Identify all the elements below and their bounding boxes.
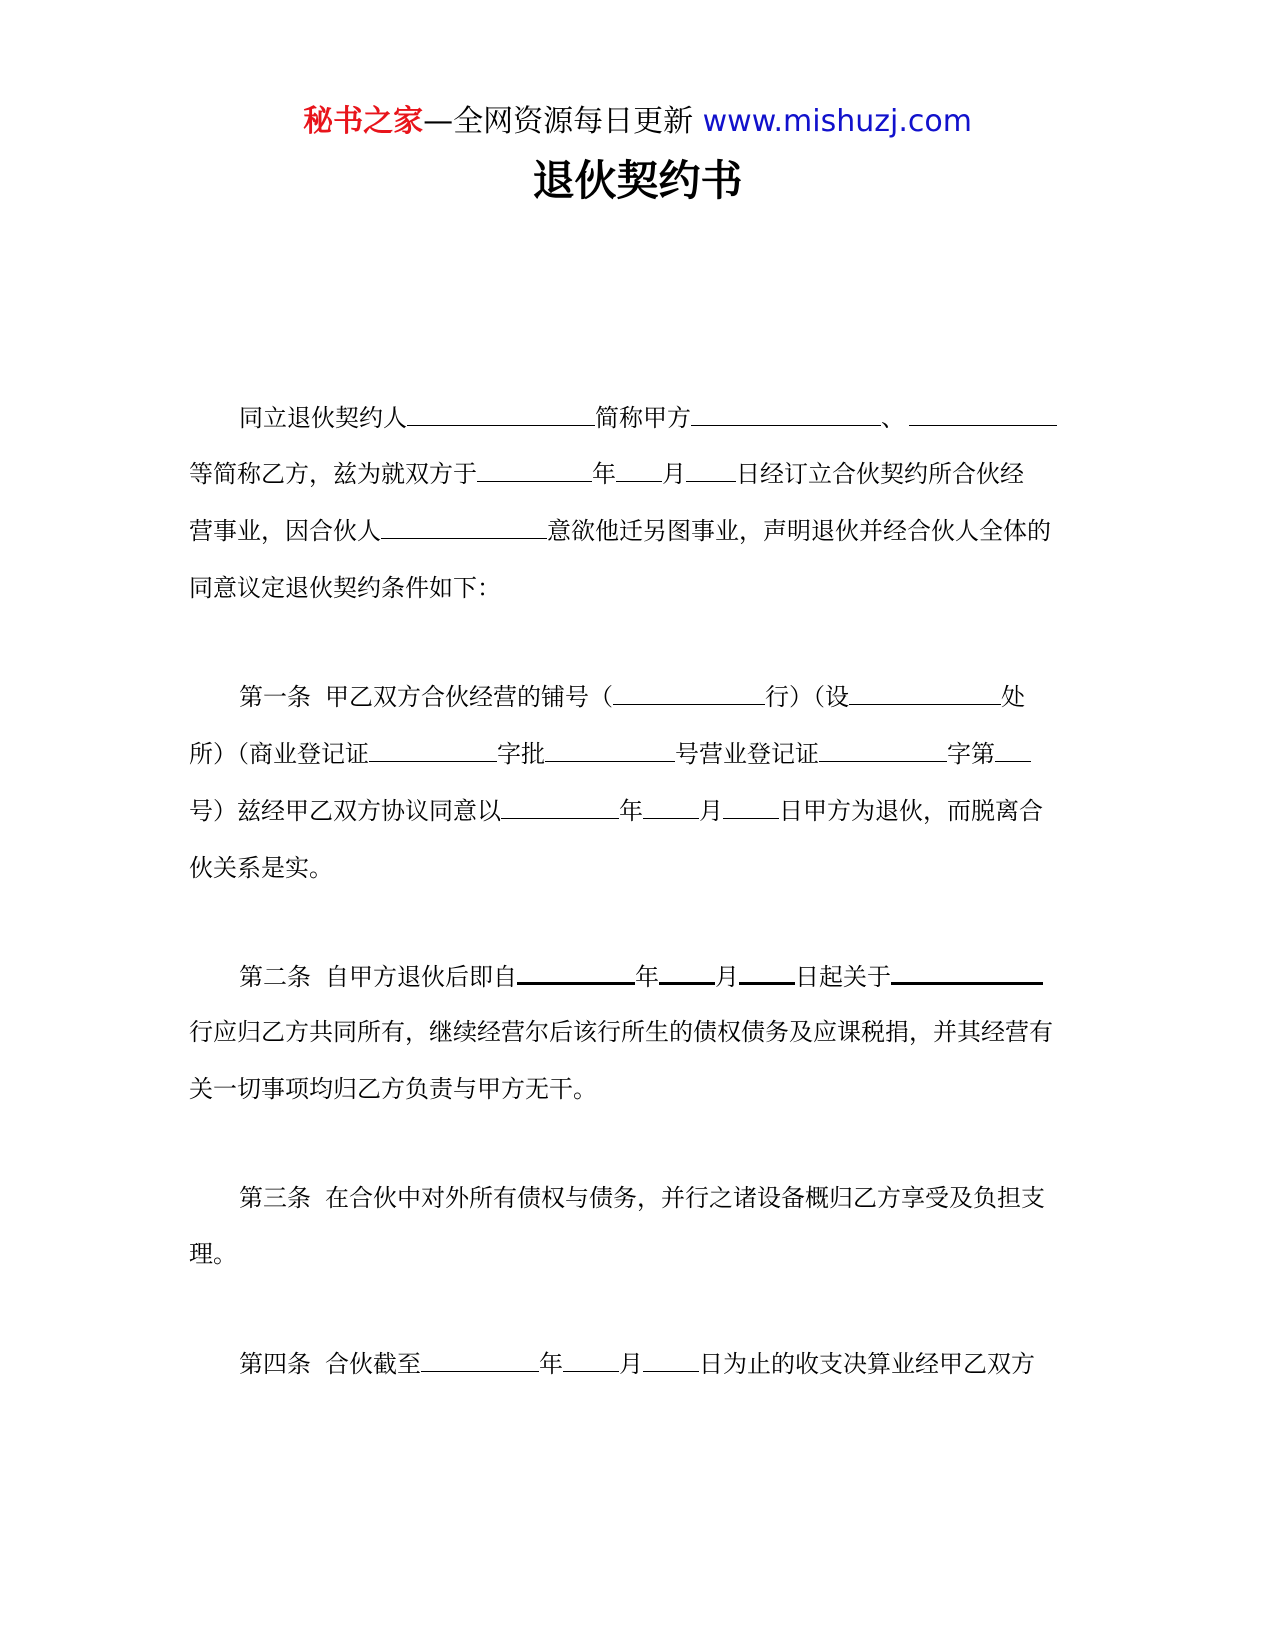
article-text: 日为止的收支决算业经甲乙双方 bbox=[699, 1350, 1035, 1378]
blank-field bbox=[501, 796, 619, 819]
blank-field bbox=[477, 459, 592, 482]
article-heading: 第四条 bbox=[239, 1350, 311, 1378]
blank-field bbox=[691, 403, 881, 426]
document-title: 退伙契约书 bbox=[532, 156, 743, 205]
article-heading: 第三条 bbox=[239, 1184, 311, 1212]
intro-text: 意欲他迁另图事业，声明退伙并经合伙人全体的 bbox=[547, 517, 1051, 545]
brand-name: 秘书之家 bbox=[303, 104, 424, 139]
intro-text: 营事业，因合伙人 bbox=[189, 517, 381, 545]
article-text: 号营业登记证 bbox=[675, 740, 819, 768]
site-header bbox=[0, 100, 1275, 144]
intro-text: 简称甲方 bbox=[595, 404, 691, 432]
intro-text: 年 bbox=[592, 460, 616, 488]
article-heading: 第一条 bbox=[239, 683, 311, 711]
blank-field bbox=[407, 403, 595, 426]
article-heading: 第二条 bbox=[239, 963, 311, 991]
intro-text: 同意议定退伙契约条件如下： bbox=[189, 574, 501, 602]
blank-field bbox=[545, 739, 675, 762]
blank-field bbox=[517, 960, 635, 985]
blank-field bbox=[369, 739, 497, 762]
blank-field bbox=[613, 682, 765, 705]
blank-field bbox=[643, 1349, 699, 1372]
article-text: 甲乙双方合伙经营的铺号（ bbox=[325, 683, 613, 711]
blank-field bbox=[381, 516, 547, 539]
article-text: 理。 bbox=[189, 1240, 237, 1268]
article-text: 行）（设 bbox=[765, 683, 849, 711]
blank-field bbox=[995, 739, 1031, 762]
intro-text: 月 bbox=[662, 460, 686, 488]
article-text: 关一切事项均归乙方负责与甲方无干。 bbox=[189, 1075, 597, 1103]
blank-field bbox=[643, 796, 699, 819]
article-text: 字第 bbox=[947, 740, 995, 768]
intro-text: 等简称乙方，兹为就双方于 bbox=[189, 460, 477, 488]
article-text: 年 bbox=[635, 963, 659, 991]
article-text: 月 bbox=[619, 1350, 643, 1378]
header-separator: — bbox=[423, 104, 454, 139]
blank-field bbox=[421, 1349, 539, 1372]
blank-field bbox=[849, 682, 1001, 705]
article-text: 合伙截至 bbox=[325, 1350, 421, 1378]
header-tagline: 全网资源每日更新 bbox=[453, 104, 694, 139]
blank-field bbox=[659, 960, 715, 985]
article-text: 自甲方退伙后即自 bbox=[325, 963, 517, 991]
intro-text: 同立退伙契约人 bbox=[239, 404, 407, 432]
blank-field bbox=[891, 960, 1043, 985]
blank-field bbox=[909, 403, 1057, 426]
blank-field bbox=[616, 459, 662, 482]
article-text: 在合伙中对外所有债权与债务，并行之诸设备概归乙方享受及负担支 bbox=[325, 1184, 1045, 1212]
article-text: 年 bbox=[619, 797, 643, 825]
blank-field bbox=[723, 796, 779, 819]
article-text: 号）兹经甲乙双方协议同意以 bbox=[189, 797, 501, 825]
blank-field bbox=[819, 739, 947, 762]
article-text: 行应归乙方共同所有，继续经营尔后该行所生的债权债务及应课税捐，并其经营有 bbox=[189, 1018, 1053, 1046]
intro-text: 、 bbox=[881, 404, 905, 432]
blank-field bbox=[686, 459, 736, 482]
article-text: 字批 bbox=[497, 740, 545, 768]
intro-text: 日经订立合伙契约所合伙经 bbox=[736, 460, 1024, 488]
blank-field bbox=[739, 960, 795, 985]
article-text: 处 bbox=[1001, 683, 1025, 711]
article-text: 月 bbox=[715, 963, 739, 991]
article-text: 日起关于 bbox=[795, 963, 891, 991]
article-text: 月 bbox=[699, 797, 723, 825]
article-text: 伙关系是实。 bbox=[189, 854, 333, 882]
article-text: 年 bbox=[539, 1350, 563, 1378]
article-text: 日甲方为退伙，而脱离合 bbox=[779, 797, 1043, 825]
site-url-link[interactable]: www.mishuzj.com bbox=[702, 104, 972, 139]
blank-field bbox=[563, 1349, 619, 1372]
article-text: 所）（商业登记证 bbox=[189, 740, 369, 768]
